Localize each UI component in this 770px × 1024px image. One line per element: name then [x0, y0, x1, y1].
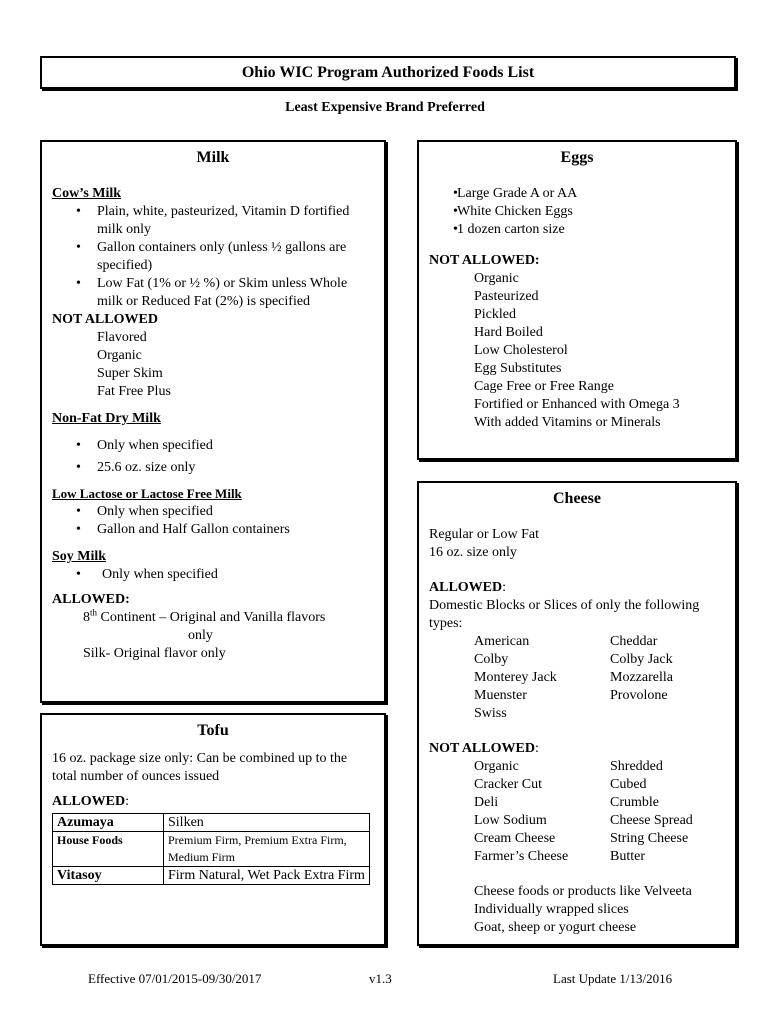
tofu-table: [52, 813, 370, 885]
page-subtitle: Least Expensive Brand Preferred: [285, 100, 485, 115]
soy-milk-heading: Soy Milk: [52, 549, 107, 564]
eggs-heading: Eggs: [560, 149, 594, 166]
milk-not-allowed-item: Fat Free Plus: [97, 384, 171, 399]
cheese-line: Regular or Low Fat: [429, 527, 540, 542]
dry-milk-heading: Non-Fat Dry Milk: [52, 411, 161, 426]
tofu-heading: Tofu: [197, 722, 229, 739]
eggs-not-allowed-item: Pickled: [474, 307, 516, 322]
list-item: • Large Grade A or AA: [429, 185, 725, 203]
list-item: • Only when specified: [52, 437, 374, 455]
eggs-not-allowed-item: Hard Boiled: [474, 325, 543, 340]
eggs-not-allowed-item: Fortified or Enhanced with Omega 3: [474, 397, 680, 412]
cheese-heading: Cheese: [553, 490, 601, 507]
cheese-not-allowed-row: Deli Crumble: [474, 795, 659, 810]
tofu-brand: Azumaya: [53, 814, 164, 832]
footer-effective: Effective 07/01/2015-09/30/2017: [88, 971, 262, 986]
eggs-not-allowed-item: Cage Free or Free Range: [474, 379, 614, 394]
cheese-extra-item: Goat, sheep or yogurt cheese: [474, 920, 637, 935]
eggs-not-allowed-item: With added Vitamins or Minerals: [474, 415, 661, 430]
milk-not-allowed-item: Flavored: [97, 330, 147, 345]
allowed-silk: Silk- Original flavor only: [83, 646, 226, 661]
list-item: • Low Fat (1% or ½ %) or Skim unless Whole milk or Reduced Fat (2%) is specified: [52, 275, 374, 311]
cheese-type-row: Monterey Jack Mozzarella: [474, 670, 673, 685]
list-item: • 1 dozen carton size: [429, 221, 725, 239]
list-item: • Only when specified: [52, 503, 374, 521]
lactose-milk-heading: Low Lactose or Lactose Free Milk: [52, 486, 242, 501]
cheese-line: 16 oz. size only: [429, 545, 517, 560]
eggs-not-allowed-item: Egg Substitutes: [474, 361, 562, 376]
page-title: Ohio WIC Program Authorized Foods List: [241, 64, 535, 81]
eggs-not-allowed-item: Organic: [474, 271, 519, 286]
cheese-allowed-desc: Domestic Blocks or Slices of only the following types:: [429, 598, 700, 631]
tofu-desc: 16 oz. package size only: Can be combined up to the total number of ounces issued: [52, 751, 348, 784]
tofu-desc-cell: Premium Firm, Premium Extra Firm, Medium Firm: [164, 832, 370, 867]
lactose-milk-list: [52, 503, 374, 539]
dry-milk-list: [52, 437, 374, 477]
cheese-type-row: American Cheddar: [474, 634, 658, 649]
milk-allowed-label: ALLOWED:: [52, 592, 130, 607]
cheese-not-allowed-row: Cream Cheese String Cheese: [474, 831, 689, 846]
footer-version: v1.3: [369, 971, 392, 986]
cheese-not-allowed-row: Low Sodium Cheese Spread: [474, 813, 693, 828]
tofu-desc-cell: Silken: [164, 814, 370, 832]
tofu-brand: Vitasoy: [53, 867, 164, 885]
cheese-not-allowed-row: Cracker Cut Cubed: [474, 777, 647, 792]
cows-milk-list: [52, 203, 374, 311]
allowed-8th-continent: 8th Continent – Original and Vanilla flavors: [83, 607, 326, 625]
list-item: • Plain, white, pasteurized, Vitamin D fortified milk only: [52, 203, 374, 239]
list-item: • Only when specified: [52, 566, 374, 584]
table-row: [53, 814, 370, 832]
list-item: • Gallon and Half Gallon containers: [52, 521, 374, 539]
cheese-type-row: Colby Colby Jack: [474, 652, 673, 667]
cheese-type-row: Swiss: [474, 706, 507, 721]
eggs-list: [429, 185, 725, 239]
title-box: [40, 56, 736, 89]
tofu-desc-cell: Firm Natural, Wet Pack Extra Firm: [164, 867, 370, 885]
tofu-section: [40, 713, 386, 946]
cheese-type-row: Muenster Provolone: [474, 688, 668, 703]
cheese-extra-item: Individually wrapped slices: [474, 902, 629, 917]
cheese-allowed-label: ALLOWED:: [429, 580, 507, 595]
milk-section: [40, 140, 386, 703]
milk-not-allowed-label: NOT ALLOWED: [52, 312, 158, 327]
table-row: [53, 832, 370, 867]
cheese-not-allowed-label: NOT ALLOWED:: [429, 741, 539, 756]
milk-heading: Milk: [196, 149, 230, 166]
table-row: [53, 867, 370, 885]
cheese-not-allowed-row: Farmer’s Cheese Butter: [474, 849, 645, 864]
list-item: • White Chicken Eggs: [429, 203, 725, 221]
cows-milk-heading: Cow’s Milk: [52, 186, 122, 201]
list-item: • Gallon containers only (unless ½ gallons are specified): [52, 239, 374, 275]
eggs-not-allowed-item: Pasteurized: [474, 289, 539, 304]
eggs-section: [417, 140, 737, 460]
eggs-not-allowed-label: NOT ALLOWED:: [429, 253, 540, 268]
milk-not-allowed-item: Organic: [97, 348, 142, 363]
cheese-extra-item: Cheese foods or products like Velveeta: [474, 884, 692, 899]
soy-milk-list: [52, 566, 374, 584]
allowed-8th-continent-cont: only: [188, 628, 213, 643]
list-item: • 25.6 oz. size only: [52, 459, 374, 477]
tofu-brand: House Foods: [53, 832, 164, 867]
footer-updated: Last Update 1/13/2016: [553, 971, 673, 986]
tofu-allowed-label: ALLOWED:: [52, 794, 130, 809]
cheese-section: [417, 481, 737, 946]
cheese-not-allowed-row: Organic Shredded: [474, 759, 663, 774]
milk-not-allowed-item: Super Skim: [97, 366, 163, 381]
eggs-not-allowed-item: Low Cholesterol: [474, 343, 568, 358]
